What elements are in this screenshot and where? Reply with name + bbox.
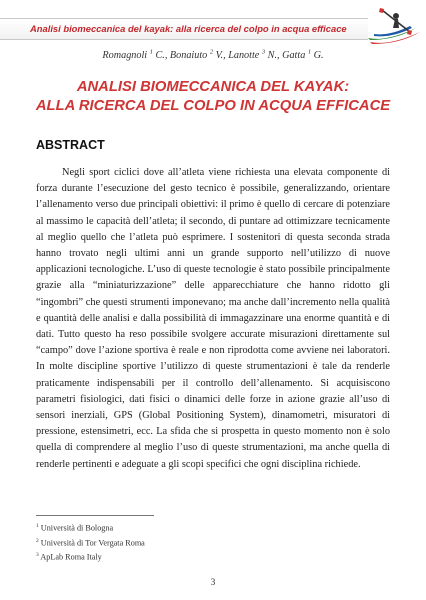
- abstract-heading: ABSTRACT: [36, 138, 105, 152]
- kayak-paddler-logo-icon: [366, 6, 422, 46]
- footnote-3: $^3$ ApLab Roma Italy: [36, 552, 102, 563]
- footnote-divider: [36, 515, 154, 516]
- author-list: [0, 49, 426, 61]
- abstract-body: Negli sport ciclici dove all’atleta viene richiesta una elevata componente di forza durante l’esecuzione del gesto tecnico è possibile, generalizzando, orientare l’allenamento verso due principali obiettivi: il primo è quello di cercare di potenziare al massimo le capacità dell’atleta; il secondo, di puntare ad ottimizzare tecnicamente al meglio quello che l’atleta può esprimere. I sostenitori di questa seconda strada hanno trovato negli ultimi anni un grande supporto nell’utilizzo di nuove applicazioni tecnologiche. L’uso di queste tecnologie è stato possibile principalmente grazie alla “miniaturizzazione” delle apparecchiature che hanno ridotto gli “ingombri” che questi strumenti imponevano; ma anche dall’incremento nella qualità e quantità delle analisi e dalla possibilità di immagazzinare una enorme quantità e di dati. Tutto questo ha reso possibile svolgere accurate misurazioni direttamente sul “campo” dove l’azione sportiva è reale e non riprodotta come avviene nei laboratori. In molte discipline sportive l’utilizzo di queste strumentazioni è tale da renderle praticamente indispensabili per il controllo dell’allenamento. Si acquisiscono parametri fisiologici, dati fisici o dinamici delle forze in azione grazie all’uso di sensori inerziali, GPS (Global Positioning System), dinamometri, misuratori di pressione, estensimetri, ecc. La sfida che si prospetta in questo momento non è solo quella di comprendere al meglio l’uso di queste strumentazioni, ma anche quella di renderle pertinenti e adeguate a gli scopi specifici che ogni disciplina richiede.: [36, 167, 390, 470]
- footnote-2: $^2$ Università di Tor Vergata Roma: [36, 537, 145, 548]
- title-line-2: ALLA RICERCA DEL COLPO IN ACQUA EFFICACE: [35, 98, 391, 114]
- footnote-1: $^1$ Università di Bologna: [36, 523, 114, 533]
- title-line-1: ANALISI BIOMECCANICA DEL KAYAK:: [76, 79, 350, 95]
- header-strip: [0, 18, 368, 40]
- author-4: Gatta $^1$ G.: [282, 49, 324, 62]
- footnotes: [36, 520, 145, 564]
- author-1: Romagnoli $^1$ C.,: [102, 49, 170, 62]
- running-title: Analisi biomeccanica del kayak: alla ricerca del colpo in acqua efficace: [30, 23, 347, 34]
- paper-title: [0, 78, 426, 116]
- author-3: Lanotte $^3$ N.,: [228, 49, 283, 62]
- author-2: Bonaiuto $^2$ V.,: [169, 49, 229, 62]
- running-header: [0, 18, 426, 40]
- page-number: 3: [210, 578, 216, 588]
